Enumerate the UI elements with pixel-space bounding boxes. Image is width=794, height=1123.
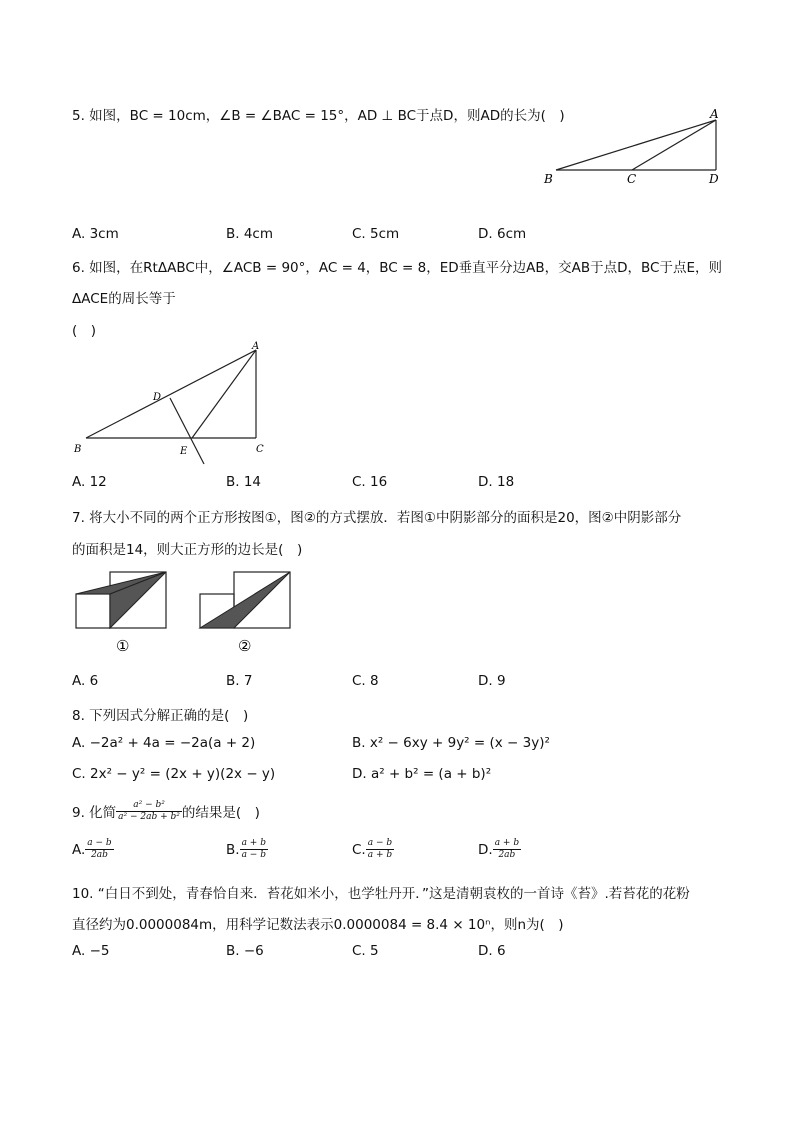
q9-option-d-letter: D. — [478, 841, 493, 858]
q9-option-d[interactable] — [478, 838, 521, 861]
q10-stem-line1: 10. “白日不到处，青春恰自来．苔花如米小，也学牡丹开．”这是清朝袁枚的一首诗《苔》.若苔花的花粉 — [72, 886, 690, 902]
q8-stem: 8. 下列因式分解正确的是( ) — [72, 708, 249, 724]
q5-label-d: D — [709, 172, 719, 186]
q8-option-b[interactable]: B. x² − 6xy + 9y² = (x − 3y)² — [352, 735, 550, 751]
q6-stem-line3: ( ) — [72, 323, 97, 339]
q5-option-a[interactable]: A. 3cm — [72, 226, 119, 242]
q6-label-b: B — [74, 444, 82, 455]
q10-option-a[interactable]: A. −5 — [72, 943, 110, 959]
q5-label-b: B — [544, 172, 553, 186]
q6-option-c[interactable]: C. 16 — [352, 474, 388, 490]
q9-stem-denominator: a² − 2ab + b² — [118, 811, 180, 822]
q10-stem-line2: 直径约为0.0000084m，用科学记数法表示0.0000084 = 8.4 × 10ⁿ，则n为( ) — [72, 917, 564, 933]
q9-option-b-fraction — [240, 838, 268, 861]
q6-label-d: D — [153, 392, 162, 403]
q9-option-a[interactable] — [72, 838, 114, 861]
q9-option-c-num: a − b — [367, 838, 393, 848]
q9-option-c-letter: C. — [352, 841, 366, 858]
q5-option-d[interactable]: D. 6cm — [478, 226, 527, 242]
q5-option-b[interactable]: B. 4cm — [226, 226, 274, 242]
q10-option-c[interactable]: C. 5 — [352, 943, 379, 959]
q6-stem-line1: 6. 如图，在RtΔABC中，∠ACB = 90°，AC = 4，BC = 8，ED垂直平分边AB，交AB于点D，BC于点E，则 — [72, 260, 723, 276]
q9-option-d-den: 2ab — [498, 850, 516, 860]
q10-option-d[interactable]: D. 6 — [478, 943, 506, 959]
q8-option-a[interactable]: A. −2a² + 4a = −2a(a + 2) — [72, 735, 256, 751]
q6-option-a[interactable]: A. 12 — [72, 474, 107, 490]
q6-label-e: E — [180, 446, 188, 457]
q9-option-b-num: a + b — [241, 838, 266, 848]
q5-stem: 5. 如图，BC = 10cm，∠B = ∠BAC = 15°，AD ⊥ BC于点D，则AD的长为( ) — [72, 108, 565, 124]
q7-stem-line2: 的面积是14，则大正方形的边长是( ) — [72, 542, 303, 558]
q7-caption-2: ② — [238, 637, 252, 655]
q7-figure-2 — [196, 568, 296, 660]
q6-label-c: C — [256, 444, 264, 455]
q9-option-a-num: a − b — [87, 838, 112, 848]
q5-option-c[interactable]: C. 5cm — [352, 226, 400, 242]
q5-figure — [540, 104, 730, 188]
q9-option-a-fraction — [85, 838, 113, 861]
q7-option-b[interactable]: B. 7 — [226, 673, 253, 689]
q6-label-a: A — [252, 341, 260, 352]
q5-label-a: A — [710, 107, 719, 121]
q5-label-c: C — [627, 172, 637, 186]
q9-option-c[interactable] — [352, 838, 394, 861]
q9-stem-suffix: 的结果是( ) — [181, 805, 260, 821]
q9-option-a-den: 2ab — [91, 850, 108, 860]
q7-option-c[interactable]: C. 8 — [352, 673, 379, 689]
q9-stem-prefix: 9. 化简 — [72, 805, 117, 821]
q9-option-b-letter: B. — [226, 841, 240, 858]
q9-option-a-letter: A. — [72, 841, 86, 858]
q8-option-d[interactable]: D. a² + b² = (a + b)² — [352, 766, 492, 782]
q6-figure — [66, 340, 276, 468]
q7-option-d[interactable]: D. 9 — [478, 673, 506, 689]
q9-stem-fraction — [116, 800, 182, 823]
q9-stem — [72, 796, 260, 826]
q7-option-a[interactable]: A. 6 — [72, 673, 99, 689]
q6-option-d[interactable]: D. 18 — [478, 474, 515, 490]
q10-option-b[interactable]: B. −6 — [226, 943, 264, 959]
q9-option-c-den: a + b — [367, 850, 393, 860]
q6-option-b[interactable]: B. 14 — [226, 474, 262, 490]
q8-option-c[interactable]: C. 2x² − y² = (2x + y)(2x − y) — [72, 766, 276, 782]
q9-option-b[interactable] — [226, 838, 268, 861]
q9-stem-numerator: a² − b² — [116, 800, 182, 812]
q7-stem-line1: 7. 将大小不同的两个正方形按图①，图②的方式摆放．若图①中阴影部分的面积是20，图②中阴影部分 — [72, 510, 682, 526]
q9-option-b-den: a − b — [241, 850, 266, 860]
q9-option-d-fraction — [493, 838, 521, 861]
q9-option-d-num: a + b — [494, 838, 520, 848]
q9-option-c-fraction — [366, 838, 394, 861]
q6-stem-line2: ΔACE的周长等于 — [72, 291, 176, 307]
q7-caption-1: ① — [116, 637, 130, 655]
q7-figure-1 — [72, 568, 172, 660]
